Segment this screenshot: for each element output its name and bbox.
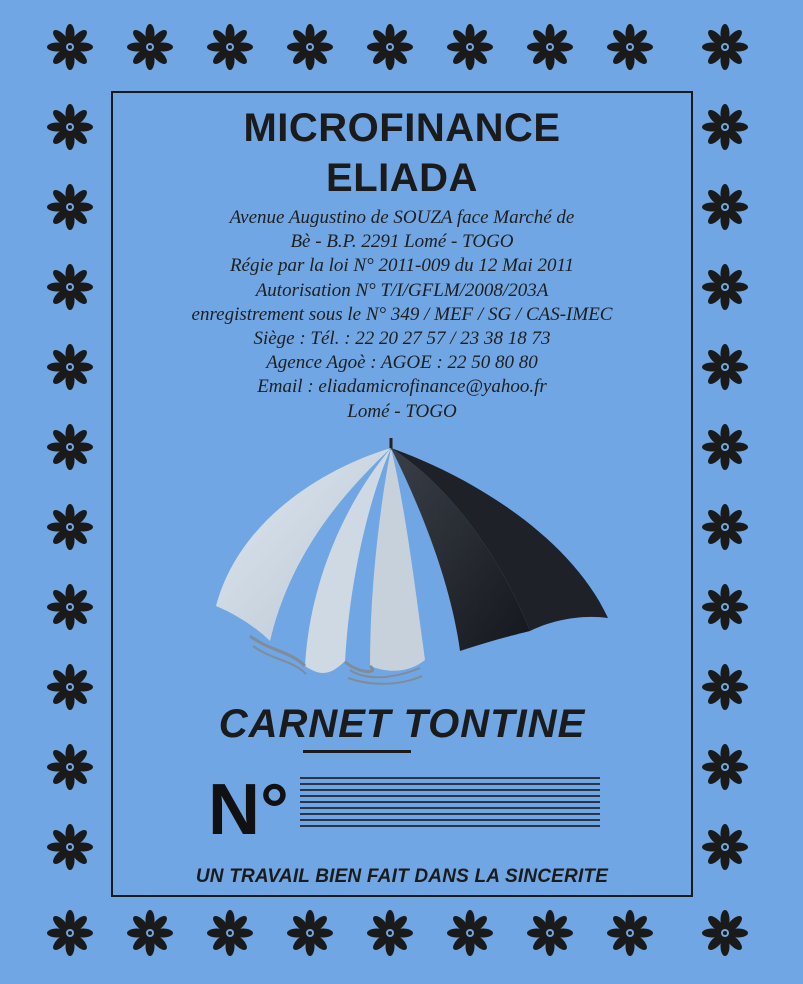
flower-icon [700, 262, 750, 312]
umbrella-icon [210, 436, 620, 686]
flower-icon [525, 908, 575, 958]
flower-icon [700, 182, 750, 232]
info-line: Siège : Tél. : 22 20 27 57 / 23 38 18 73 [253, 328, 551, 350]
flower-icon [700, 422, 750, 472]
flower-icon [45, 822, 95, 872]
flower-icon [205, 22, 255, 72]
flower-icon [45, 908, 95, 958]
flower-icon [45, 182, 95, 232]
info-line: Lomé - TOGO [347, 400, 457, 422]
flower-icon [125, 908, 175, 958]
flower-icon [45, 582, 95, 632]
info-line: Autorisation N° T/I/GFLM/2008/203A [255, 279, 549, 301]
info-line: Email : eliadamicrofinance@yahoo.fr [257, 376, 547, 398]
flower-icon [700, 742, 750, 792]
carnet-tontine-heading: CARNET TONTINE [218, 702, 586, 746]
flower-icon [525, 22, 575, 72]
flower-icon [700, 22, 750, 72]
flower-icon [700, 582, 750, 632]
flower-icon [605, 908, 655, 958]
flower-icon [700, 102, 750, 152]
flower-icon [445, 22, 495, 72]
flower-icon [45, 662, 95, 712]
flower-icon [45, 502, 95, 552]
flower-icon [205, 908, 255, 958]
flower-icon [365, 908, 415, 958]
address-block [111, 206, 693, 424]
flower-icon [700, 502, 750, 552]
flower-icon [605, 22, 655, 72]
flower-icon [365, 22, 415, 72]
number-field-lines [300, 774, 600, 830]
flower-icon [700, 908, 750, 958]
title-eliada: ELIADA [326, 156, 478, 200]
title-microfinance: MICROFINANCE [243, 106, 561, 150]
flower-icon [700, 662, 750, 712]
flower-icon [700, 822, 750, 872]
info-line: Bè - B.P. 2291 Lomé - TOGO [290, 231, 514, 253]
info-line: enregistrement sous le N° 349 / MEF / SG / CAS-IMEC [191, 303, 613, 325]
info-line: Régie par la loi N° 2011-009 du 12 Mai 2011 [229, 255, 575, 277]
flower-icon [45, 422, 95, 472]
number-label: N° [208, 770, 289, 850]
flower-icon [45, 342, 95, 392]
flower-icon [45, 262, 95, 312]
heading-underline [303, 750, 411, 753]
flower-icon [125, 22, 175, 72]
slogan: UN TRAVAIL BIEN FAIT DANS LA SINCERITE [195, 866, 609, 887]
info-line: Agence Agoè : AGOE : 22 50 80 80 [266, 352, 538, 374]
flower-icon [45, 102, 95, 152]
flower-icon [45, 742, 95, 792]
flower-icon [700, 342, 750, 392]
flower-icon [285, 908, 335, 958]
info-line: Avenue Augustino de SOUZA face Marché de [229, 207, 575, 228]
flower-icon [445, 908, 495, 958]
flower-icon [285, 22, 335, 72]
flower-icon [45, 22, 95, 72]
